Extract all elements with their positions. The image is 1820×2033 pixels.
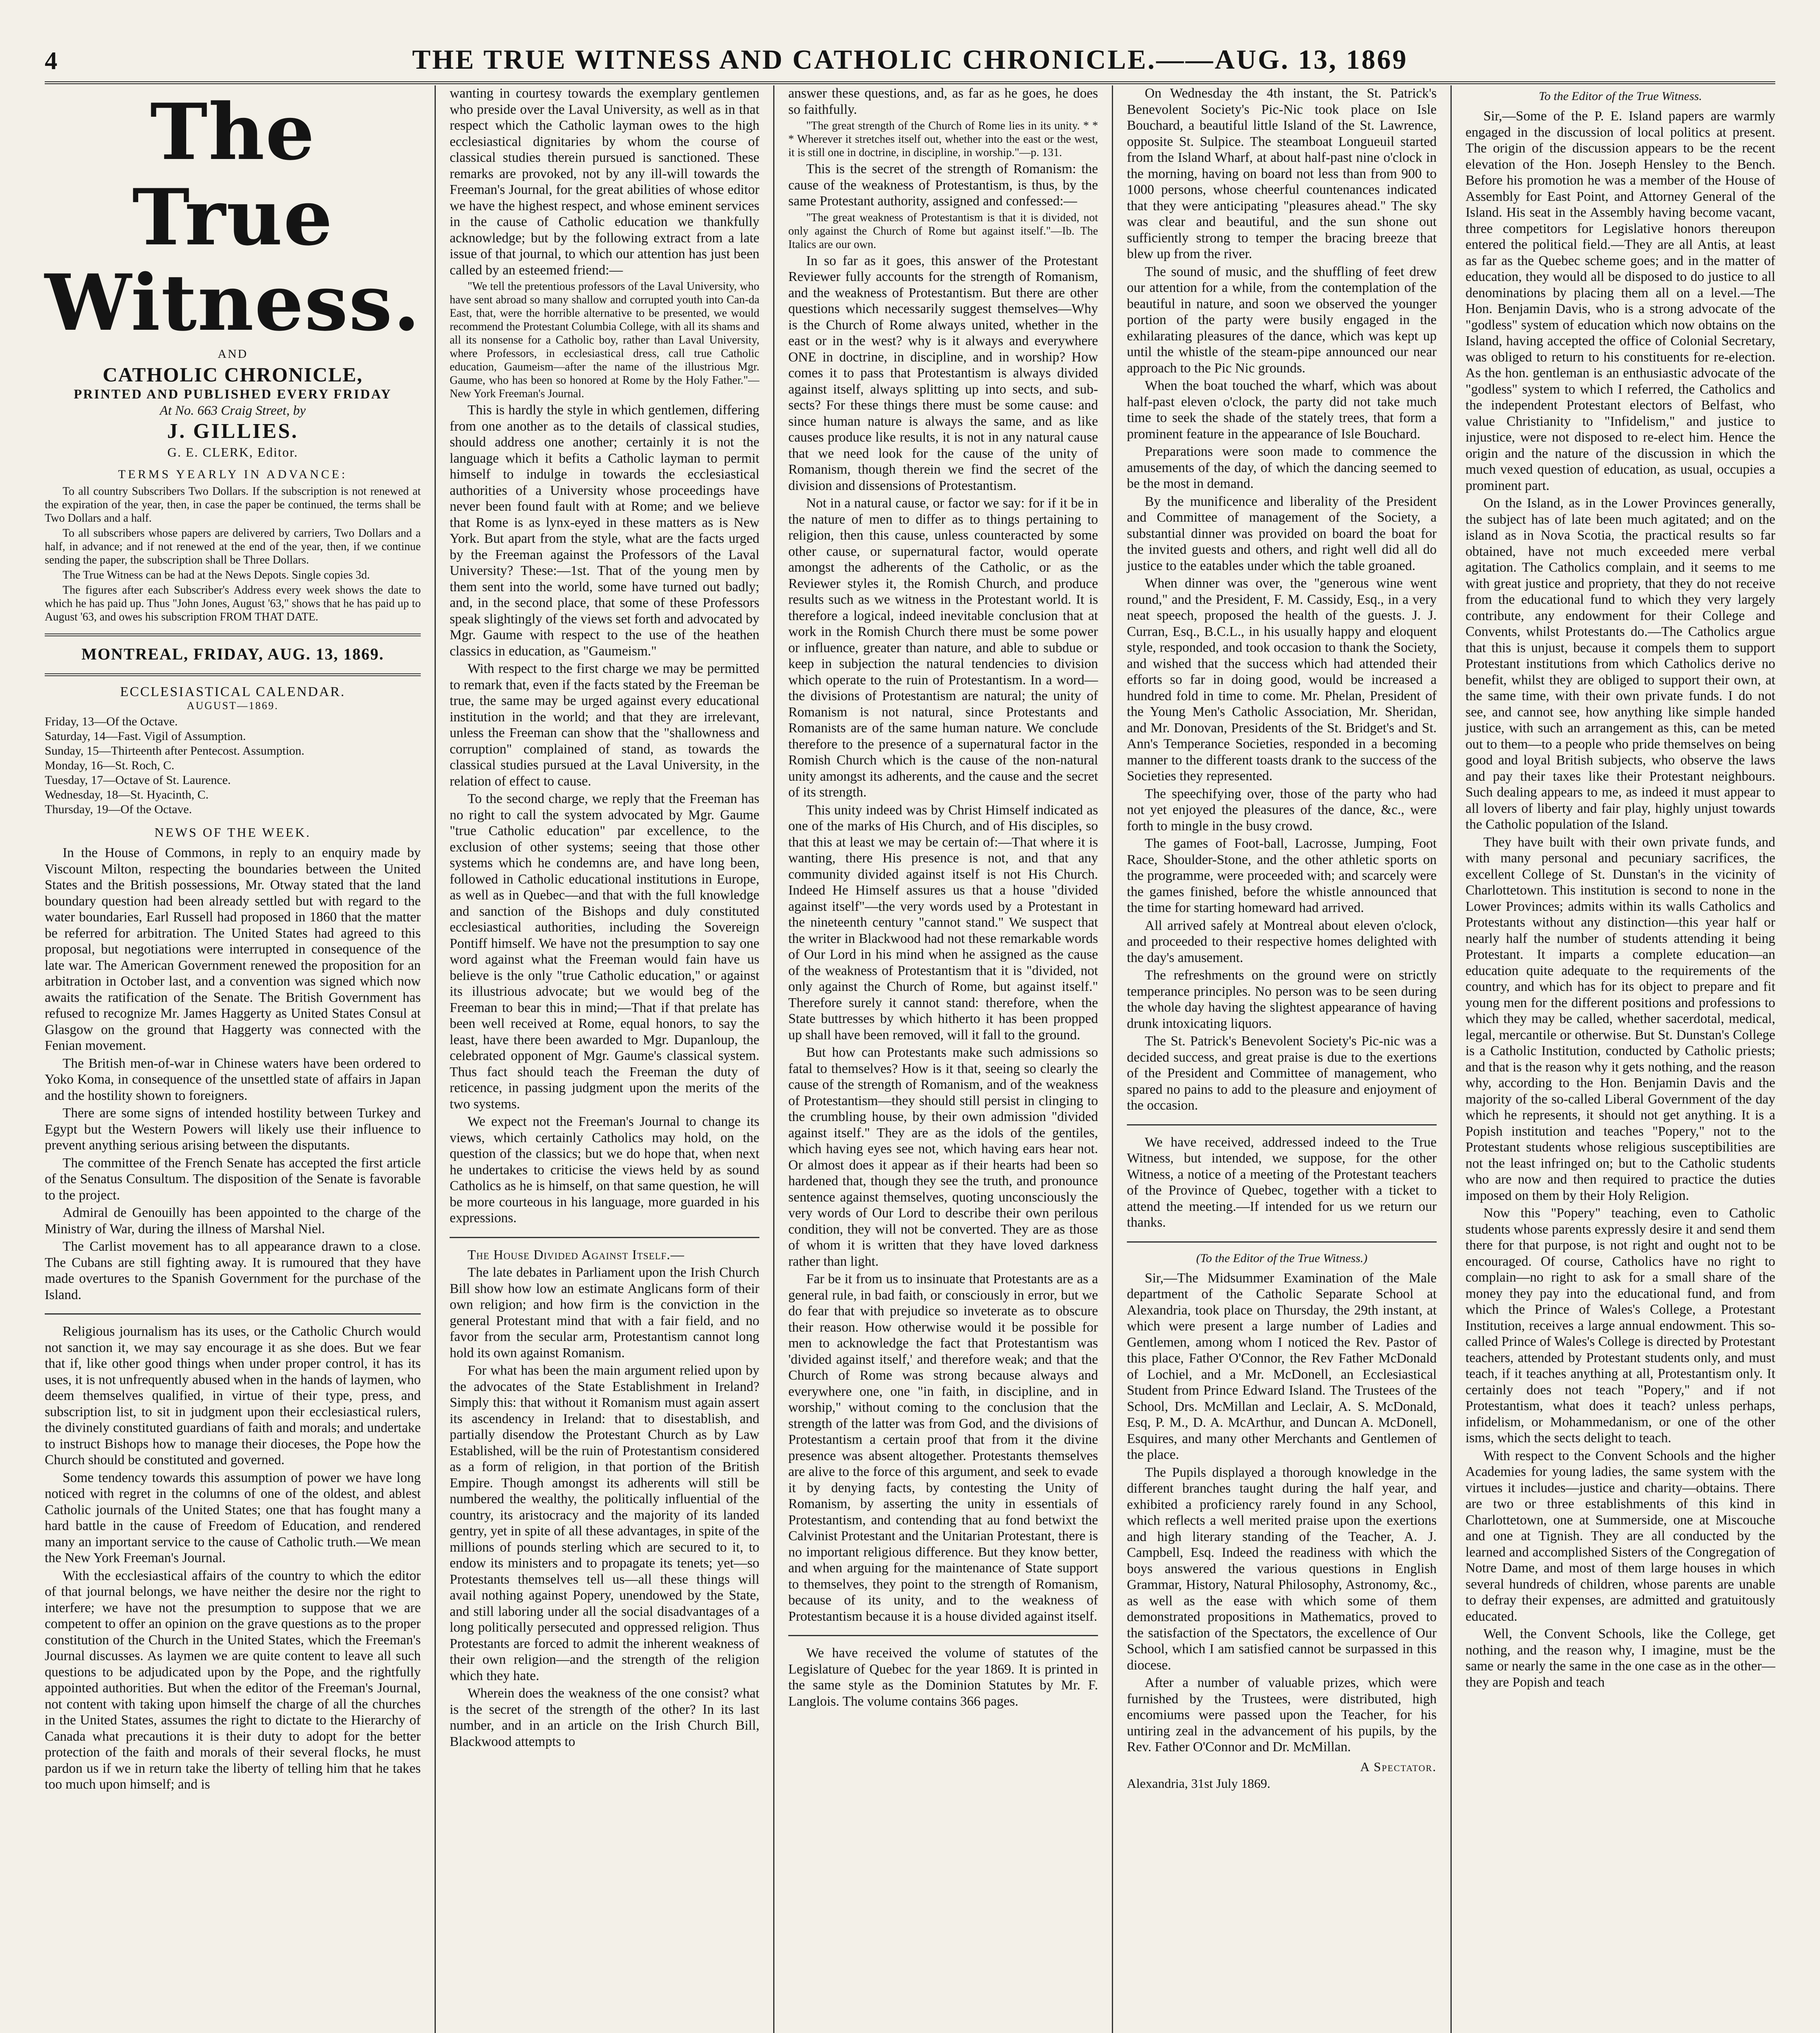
terms-item: The True Witness can be had at the News Depots. Single copies 3d. <box>63 569 370 581</box>
divider <box>45 1313 421 1315</box>
masthead-subtitle: CATHOLIC CHRONICLE, <box>102 363 363 386</box>
article-paragraph: answer these questions, and, as far as he goes, he does so faithfully. <box>788 86 1098 117</box>
news-paragraph: There are some signs of intended hostility between Turkey and Egypt but the Western Powers will likely use their influence to prevent anything serious arising between the disputants. <box>45 1106 421 1153</box>
article-paragraph: When dinner was over, the "generous wine went round," and the President, F. M. Cassidy, Esq., in a very neat speech, proposed the health of the guests. J. J. Curran, Esq., B.C.L., in his usually happy and eloquent style, responded, and took occasion to thank the Society, and wished that the success which had attended their efforts so far in doing good, would be increased a hundred fold in time to come. Mr. Phelan, President of the Young Men's Catholic Association, Mr. Sheridan, and Mr. Donovan, Presidents of the St. Bridget's and St. Ann's Temperance Societies, responded in a becoming manner to the different toasts drank to the success of the Societies they represented. <box>1127 576 1437 784</box>
article-paragraph: For what has been the main argument relied upon by the advocates of the State Establishment in Ireland? Simply this: that without it Romanism must again assert its ascendency in Ireland: that to disestablish, and partially disendow the Protestant Church as by Law Established, will be the ruin of Protestantism considered as a form of religion, in that portion of the British Empire. Though amongst its adherents will still be numbered the wealthy, the politically influential of the country, its aristocracy and the majority of its landed gentry, yet in spite of all these advantages, in spite of the millions of pounds sterling which are secured to it, to endow its ministers and to propagate its tenets; yet—so Protestants themselves tell us—all these things will avail nothing against Popery, unendowed by the State, and still laboring under all the social disadvantages of a long politically persecuted and oppressed religion. Thus Protestants are forced to admit the inherent weakness of their own religion—and the strength of the religion which they hate. <box>450 1363 760 1683</box>
article-paragraph: With respect to the first charge we may be permitted to remark that, even if the facts stated by the Freeman be true, the same may be urged against every educational institution in the world; and that they are irrelevant, unless the Freeman can show that the "shallowness and corruption" complained of stand, as towards the classical studies pursued at the Laval University, in the relation of effect to cause. <box>450 661 760 789</box>
notice-paragraph: We have received the volume of statutes of the Legislature of Quebec for the year 1869. It is printed in the same style as the Dominion Statutes by Mr. F. Langlois. The volume contains 366 pages. <box>788 1646 1098 1709</box>
divider <box>45 633 421 636</box>
letter-paragraph: Sir,—Some of the P. E. Island papers are warmly engaged in the discussion of local politics at present. The origin of the discussion appears to be the recent elevation of the Hon. Joseph Hensley to the Bench. Before his promotion he was a member of the House of Assembly for East Point, and Attorney General of the Island. His seat in the Assembly having become vacant, three competitors for Legislative honors thereupon entered the political field.—They are all Antis, at least as far as the Quebec scheme goes; and in the matter of education, they would all be disposed to do justice to all denominations by placing them all on a level.—The Hon. Benjamin Davis, who is a strong advocate of the "godless" system of education which now obtains on the Island, having accepted the office of Colonial Secretary, was obliged to return to his constituents for re-election. As the hon. gentleman is an enthusiastic advocate of the "godless" system to which I referred, the Catholics and the independent Protestant electors of Belfast, who value Christianity to "Infidelism," and justice to injustice, were not disposed to re-elect him. Hence the origin and the nature of the discussion in which the much vexed question of education, as usual, occupies a prominent part. <box>1466 109 1776 493</box>
column-5 <box>1450 85 1775 2033</box>
article-paragraph: The refreshments on the ground were on strictly temperance principles. No person was to be seen during the whole day having the slightest appearance of having drunk intoxicating liquors. <box>1127 968 1437 1031</box>
divider <box>788 1635 1098 1636</box>
letter-heading: (To the Editor of the True Witness.) <box>1196 1251 1368 1265</box>
article-quote: "The great strength of the Church of Rome lies in its unity. * * * Wherever it stretches itself out, whether into the east or the west, it is still one in doctrine, in discipline, in worship."—p. 131. <box>788 120 1098 159</box>
masthead-editor: G. E. CLERK, Editor. <box>167 445 298 459</box>
calendar-item: Tuesday, 17—Octave of St. Laurence. <box>45 773 231 787</box>
terms-item: To all subscribers whose papers are delivered by carriers, Two Dollars and a half, in advance; and if not renewed at the end of the year, then, if we continue sending the paper, the subscription shall be Three Dollars. <box>45 527 421 566</box>
divider <box>1127 1241 1437 1243</box>
calendar-item: Wednesday, 18—St. Hyacinth, C. <box>45 788 209 801</box>
article-paragraph: The late debates in Parliament upon the Irish Church Bill show how low an estimate Anglicans form of their own religion; and how firm is the conviction in the general Protestant mind that with a fair field, and no favor from the secular arm, Protestantism cannot long hold its own against Romanism. <box>450 1265 760 1360</box>
article-paragraph: The games of Foot-ball, Lacrosse, Jumping, Foot Race, Shoulder-Stone, and the other athletic sports on the programme, were proceeded with; and scarcely were the games finished, before the whistle announced that the time for starting homeward had arrived. <box>1127 836 1437 915</box>
essay-paragraph: With the ecclesiastical affairs of the country to which the editor of that journal belongs, we have neither the desire nor the right to interfere; we have not the presumption to suppose that we are competent to offer an opinion on the grave questions as to the proper constitution of the Church in the United States, which the Freeman's Journal discusses. As laymen we are quite content to leave all such questions to be adjudicated upon by the Pope, and the rightfully appointed authorities. But when the editor of the Freeman's Journal, not content with taking upon himself the charge of all the churches in the United States, assumes the right to dictate to the Hierarchy of Canada what precautions it is their duty to adopt for the better protection of the faith and morals of their several flocks, he must pardon us if we in return take the liberty of telling him that he takes too much upon himself; and is <box>45 1568 421 1792</box>
letter-paragraph: Sir,—The Midsummer Examination of the Male department of the Catholic Separate School at Alexandria, took place on Thursday, the 29th instant, at which were present a large number of Ladies and Gentlemen, among whom I noticed the Rev. Pastor of this place, Father O'Connor, the Rev Father McDonald of Lochiel, and a Mr. McDonell, an Ecclesiastical Student from Prince Edward Island. The Trustees of the School, Drs. McMillan and Leclair, A. S. McDonald, Esq, P. M., D. A. McArthur, and Duncan A. McDonell, Esquires, and many other Merchants and Gentlemen of the place. <box>1127 1270 1437 1462</box>
article-paragraph: This is hardly the style in which gentlemen, differing from one another as to the details of classical studies, should address one another; certainly it is not the language which it befits a Catholic layman to permit himself to indulge in towards the ecclesiastical authorities of a University whose proceedings have never been found fault with at Rome; and we believe that Rome is as lynx-eyed in these matters as is New York. But apart from the style, what are the facts urged by the Freeman against the Professors of the Laval University? These:—1st. That of the young men by them sent into the world, some have turned out badly; and, in the second place, that some of these Professors speak slightingly of the views set forth and advocated by Mgr. Gaume with respect to the use of the heathen classics in education, as "Gaumeism." <box>450 403 760 659</box>
news-paragraph: In the House of Commons, in reply to an enquiry made by Viscount Milton, respecting the boundaries between the United States and the British possessions, Mr. Otway stated that the land boundary question had been already settled but with regard to the water boundaries, Earl Russell had proposed in 1860 that the matter be referred for arbitration. The United States had agreed to this proposal, but negotiations were interrupted in consequence of the late war. The American Government renewed the proposition for an arbitration in October last, and a convention was signed which now awaits the ratification of the Senate. The British Government has refused to recognize Mr. James Haggerty as United States Consul at Glasgow on the ground that Haggerty was connected with the Fenian movement. <box>45 845 421 1053</box>
terms-item: To all country Subscribers Two Dollars. If the subscription is not renewed at the expiration of the year, then, in case the paper be continued, the terms shall be Two Dollars and a half. <box>45 485 421 525</box>
masthead-address: At No. 663 Craig Street, by <box>160 403 306 418</box>
running-title: THE TRUE WITNESS AND CATHOLIC CHRONICLE.——AUG. 13, 1869 <box>412 44 1408 75</box>
columns <box>45 85 1775 2033</box>
column-2 <box>435 85 773 2033</box>
article-paragraph: This unity indeed was by Christ Himself indicated as one of the marks of His Church, and of His disciples, so that this at least we may be certain of:—That where it is wanting, there His presence is not, and that any community divided against itself is not His Church. Indeed He Himself assures us that a house "divided against itself"—the very words used by a Protestant in the nineteenth century "cannot stand." We suspect that the writer in Blackwood had not these remarkable words of Our Lord in his mind when he assigned as the cause of the weakness of Protestantism that it is "divided, not only against the Church of Rome, but against itself." Therefore surely it cannot stand: therefore, when the State buttresses by which hitherto it has been propped up shall have been removed, will it fall to the ground. <box>788 802 1098 1043</box>
calendar-item: Sunday, 15—Thirteenth after Pentecost. Assumption. <box>45 744 304 757</box>
article-paragraph: Preparations were soon made to commence the amusements of the day, of which the dancing seemed to be the most in demand. <box>1127 444 1437 491</box>
masthead-title: The True Witness. <box>45 87 421 348</box>
terms-title: TERMS YEARLY IN ADVANCE: <box>118 468 348 481</box>
dateline: MONTREAL, FRIDAY, AUG. 13, 1869. <box>81 645 384 663</box>
article-paragraph: In so far as it goes, this answer of the Protestant Reviewer fully accounts for the strength of Romanism, and the weakness of Protestantism. But there are other questions which necessarily suggest themselves—Why is the Church of Rome always united, whether in the east or in the west? why is it always and everywhere ONE in doctrine, in discipline, and in worship? How comes it to pass that Protestantism is always divided against itself, always splitting up into sects, and sub-sects? For these things there must be some cause: and since human nature is always the same, and as like causes produce like results, it is not in any natural cause that we need look for the cause of the unity of Romanism, though therein we find the secret of the division and dissensions of Protestantism. <box>788 253 1098 493</box>
essay-paragraph: Some tendency towards this assumption of power we have long noticed with regret in the columns of one of the oldest, and ablest Catholic journals of the United States; one that has fought many a hard battle in the cause of Freedom of Education, and rendered many an important service to the cause of Catholic truth.—We mean the New York Freeman's Journal. <box>45 1470 421 1565</box>
divider <box>45 673 421 676</box>
article-quote: "We tell the pretentious professors of the Laval University, who have sent abroad so many shallow and corrupted youth into Can-da East, that, were the horrible alternative to be presented, we would recommend the Protestant Columbia College, with all its shams and all its nonsense for a Catholic boy, rather than Laval University, where Professors, in ecclesiastical dress, call true Catholic education, Gaumeism—after the name of the illustrious Mgr. Gaume, who has been so honored at Rome by the Holy Father."—New York Freeman's Journal. <box>450 280 760 400</box>
masthead-published: PRINTED AND PUBLISHED EVERY FRIDAY <box>74 387 392 402</box>
letter-paragraph: With respect to the Convent Schools and the higher Academies for young ladies, the same system with the virtues it includes—justice and charity—obtains. There are two or three establishments of this kind in Charlottetown, one at Summerside, one at Miscouche and one at Tignish. They are all conducted by the learned and accomplished Sisters of the Congregation of Notre Dame, and most of them large houses in which several hundreds of children, whose parents are unable to defray their expenses, are admitted and gratuitously educated. <box>1466 1448 1776 1624</box>
calendar-title: ECCLESIASTICAL CALENDAR. <box>120 684 346 699</box>
article-paragraph: This is the secret of the strength of Romanism: the cause of the weakness of Protestantism, is thus, by the same Protestant authority, assigned and confessed:— <box>788 161 1098 209</box>
article-paragraph: The St. Patrick's Benevolent Society's Pic-nic was a decided success, and great praise is due to the exertions of the President and Committee of management, who spared no pains to add to the pleasure and enjoyment of the occasion. <box>1127 1034 1437 1113</box>
column-4 <box>1112 85 1450 2033</box>
article-paragraph: Not in a natural cause, or factor we say: for if it be in the nature of men to differ as to things pertaining to religion, then this cause, unless counteracted by some other cause, or supernatural factor, would operate amongst the adherents of the Catholic, or as the Reviewer styles it, the Romish Church, and produce results such as we witness in the Protestant world. It is therefore a logical, indeed inevitable conclusion that at work in the Romish Church there must be some power or influence, greater than nature, and able to subdue or keep in subjection the natural tendencies to division which operate to the ruin of Protestantism. In a word—the divisions of Protestantism are natural; the unity of Romanism is not natural, since Protestants and Romanists are of the same human nature. We conclude therefore to the presence of a supernatural factor in the Romish Church which is the cause of the non-natural unity amongst its adherents, and the cause and the secret of its strength. <box>788 496 1098 800</box>
news-paragraph: The British men-of-war in Chinese waters have been ordered to Yoko Koma, in consequence of the unsettled state of affairs in Japan and the hostility shown to foreigners. <box>45 1056 421 1103</box>
masthead-and: AND <box>217 347 248 361</box>
masthead-publisher: J. GILLIES. <box>167 420 298 443</box>
news-paragraph: The Carlist movement has to all appearance drawn to a close. The Cubans are still fighting away. It is rumoured that they have made overtures to the Spanish Government for the purchase of the Island. <box>45 1239 421 1302</box>
article-paragraph: By the munificence and liberality of the President and Committee of management of the Society, a substantial dinner was provided on board the boat for the invited guests and others, and right well did all do justice to the eatables under which the table groaned. <box>1127 494 1437 573</box>
article-paragraph: On Wednesday the 4th instant, the St. Patrick's Benevolent Society's Pic-Nic took place on Isle Bouchard, a beautiful little Island of the St. Lawrence, opposite St. Sulpice. The steamboat Longueuil started from the Island Wharf, at about half-past nine o'clock in the morning, having on board not less than from 900 to 1000 persons, whose cheerful countenances indicated that they were anticipating "pleasures ahead." The sky was clear and beautiful, and the sun shone out sufficiently strong to temper the bracing breeze that blew up from the river. <box>1127 86 1437 261</box>
news-paragraph: Admiral de Genouilly has been appointed to the charge of the Ministry of War, during the illness of Marshal Niel. <box>45 1205 421 1236</box>
calendar-item: Monday, 16—St. Roch, C. <box>45 759 174 772</box>
column-3 <box>773 85 1112 2033</box>
article-paragraph: But how can Protestants make such admissions so fatal to themselves? How is it that, seeing so clearly the cause of the strength of Romanism, and of the weakness of Protestantism—they should still persist in clinging to the crumbling house, by their own admission "divided against itself." They are as the idols of the gentiles, which having eyes see not, which having ears hear not. Or almost does it appear as if their hearts had been so hardened that, though they see the truth, and pronounce sentence against themselves, quoting unconsciously the very words of Our Lord to describe their own perilous condition, they will not be converted. They are as those of whom it is written that they have loved darkness rather than light. <box>788 1045 1098 1269</box>
article-paragraph: When the boat touched the wharf, which was about half-past eleven o'clock, the party did not take much time to seek the shade of the stately trees, that form a prominent feature in the appearance of Isle Bouchard. <box>1127 378 1437 442</box>
divider <box>450 1237 759 1238</box>
article-paragraph: All arrived safely at Montreal about eleven o'clock, and proceeded to their respective homes delighted with the day's amusement. <box>1127 918 1437 965</box>
news-title: NEWS OF THE WEEK. <box>154 825 311 840</box>
page-number: 4 <box>45 47 57 75</box>
header-spacer <box>1613 76 1775 81</box>
calendar-item: Friday, 13—Of the Octave. <box>45 715 178 728</box>
calendar-item: Saturday, 14—Fast. Vigil of Assumption. <box>45 729 246 743</box>
page-header <box>45 28 1775 84</box>
letter-paragraph: Well, the Convent Schools, like the College, get nothing, and the reason why, I imagine, must be the same or nearly the same in the one case as in the other—they are Popish and teach <box>1466 1626 1776 1690</box>
column-1 <box>45 85 435 2033</box>
terms-item: The figures after each Subscriber's Address every week shows the date to which he has paid up. Thus "John Jones, August '63," shows that he has paid up to August '63, and owes his subscription FROM THAT DATE. <box>45 584 421 623</box>
divider <box>1127 1124 1437 1125</box>
article-paragraph: Wherein does the weakness of the one consist? what is the secret of the strength of the other? In its last number, and in an article on the Irish Church Bill, Blackwood attempts to <box>450 1686 760 1749</box>
letter-signature: A Spectator. <box>1360 1759 1437 1774</box>
article-paragraph: To the second charge, we reply that the Freeman has no right to call the system advocated by Mgr. Gaume "true Catholic education" par excellence, to the exclusion of other systems; seeing that those other systems which he condemns are, and have long been, followed in Catholic educational institutions in Europe, as well as in Quebec—and that with the full knowledge and sanction of the Bishops and duly constituted ecclesiastical authorities, including the Sovereign Pontiff himself. We have not the presumption to say one word against what the Freeman would fain have us believe is the only "true Catholic education," or against its illustrious advocate; but we would beg of the Freeman to bear this in mind;—That if that prelate has been well received at Rome, equal honors, to say the least, have there been awarded to Mgr. Dupanloup, the celebrated opponent of Mgr. Gaume's classical system. Thus fact should teach the Freeman the duty of reticence, in passing judgment upon the merits of the two systems. <box>450 791 760 1112</box>
article-paragraph: wanting in courtesy towards the exemplary gentlemen who preside over the Laval University, as well as in that respect which the Catholic layman owes to the high ecclesiastical dignitaries by whom the course of classical studies therein pursued is sanctioned. These remarks are provoked, not by any ill-will towards the Freeman's Journal, for the great abilities of whose editor we have the highest respect, and whose eminent services in the cause of Catholic education we thankfully acknowledge; but by the following extract from a late issue of that journal, to which our attention has just been called by an esteemed friend:— <box>450 86 760 278</box>
news-paragraph: The committee of the French Senate has accepted the first article of the Senatus Consultum. The disposition of the Senate is favorable to the project. <box>45 1155 421 1203</box>
essay-paragraph: Religious journalism has its uses, or the Catholic Church would not sanction it, we may say encourage it as she does. But we fear that if, like other good things when under proper control, it has its uses, it is not unfrequently abused when in the hands of laymen, who deem themselves qualified, in virtue of their type, press, and subscription list, to sit in judgment upon their ecclesiastical rulers, the divinely constituted guardians of faith and morals; and undertake to instruct Bishops how to manage their dioceses, the Pope how the Church should be constituted and governed. <box>45 1324 421 1467</box>
calendar-item: Thursday, 19—Of the Octave. <box>45 803 192 816</box>
letter-paragraph: Now this "Popery" teaching, even to Catholic students whose parents expressly desire it and send them there for that purpose, is not right and ought not to be encouraged. Of course, Catholics have no right to complain—no right to ask for a small share of the money they pay into the educational fund, and from which the Prince of Wales's College, a Protestant Institution, receives a large annual endowment. This so-called Prince of Wales's College is directed by Protestant teachers, attended by Protestant students only, and must teach, if it teaches anything at all, Protestantism only. It certainly does not teach "Popery," and if not Protestantism, what does it teach? unless perhaps, infidelism, or Mohammedanism, or one of the other isms, which the sects delight to teach. <box>1466 1206 1776 1445</box>
notice-paragraph: We have received, addressed indeed to the True Witness, but intended, we suppose, for the other Witness, a notice of a meeting of the Protestant teachers of the Province of Quebec, together with a ticket to attend the meeting.—If intended for us we return our thanks. <box>1127 1134 1437 1230</box>
article-paragraph: Far be it from us to insinuate that Protestants are as a general rule, in bad faith, or consciously in error, but we do fear that with prejudice so inveterate as to obscure their reason. How otherwise would it be possible for men to acknowledge the fact that Protestantism was 'divided against itself,' and therefore weak; and that the Church of Rome was strong because always and everywhere one, one "in faith, in discipline, and in worship," without coming to the conclusion that the strength of the latter was from God, and the divisions of Protestantism a certain proof that from it the divine presence was absent altogether. Protestants themselves are alive to the force of this argument, and seek to evade it by denying facts, by contesting the Unity of Romanism, by asserting the unity in essentials of Protestantism, and contending that au fond betwixt the Calvinist Protestant and the Unitarian Protestant, there is no important religious difference. But they know better, and when arguing for the maintenance of State support to themselves, they point to the strength of Romanism, because of its unity, and to the weakness of Protestantism because it is a house divided against itself. <box>788 1271 1098 1624</box>
letter-paragraph: The Pupils displayed a thorough knowledge in the different branches taught during the half year, and exhibited a proficiency rarely found in any School, which reflects a well merited praise upon the exertions and high literary standing of the Teacher, A. J. Campbell, Esq. Indeed the readiness with which the boys answered the various questions in English Grammar, History, Natural Philosophy, Astronomy, &c., as well as the ease with which some of them demonstrated propositions in Mathematics, proved to the satisfaction of the Spectators, the excellence of Our School, which I am satisfied cannot be surpassed in this diocese. <box>1127 1465 1437 1673</box>
article-paragraph: The sound of music, and the shuffling of feet drew our attention for a while, from the contemplation of the beautiful in nature, and soon we observed the younger portion of the party were busily engaged in the exhilarating pleasures of the dance, which was kept up until the whistle of the steam-pipe announced our near approach to the Pic Nic grounds. <box>1127 264 1437 376</box>
article-paragraph: The speechifying over, those of the party who had not yet enjoyed the pleasures of the dance, &c., were forth to mingle in the busy crowd. <box>1127 786 1437 834</box>
article-paragraph: We expect not the Freeman's Journal to change its views, which certainly Catholics may hold, on the question of the classics; but we do hope that, when next he undertakes to criticise the views held by as sound Catholics as he is himself, on that same question, he will be more courteous in his language, more guarded in his expressions. <box>450 1114 760 1225</box>
letter-paragraph: On the Island, as in the Lower Provinces generally, the subject has of late been much agitated; and on the island as in Nova Scotia, the practical results so far obtained, have not much exceeded mere verbal agitation. The Catholics complain, and it seems to me with great justice and propriety, that they do not receive from the educational fund to which they very largely contribute, any endowment for their College and Convents, whilst Protestants do.—The Catholics argue that this is unjust, because it compels them to support Protestant institutions from which Catholics derive no benefit, whilst they are obliged to support their own, at the same time, with their own private funds. I do not see, and cannot see, how anything like simple handed justice, with such an arrangement as this, can be meted out to them—to a people who pride themselves on being good and loyal British subjects, who observe the laws and pay their taxes like their Protestant neighbours. Such dealing appears to me, as indeed it must appear to all lovers of liberty and fair play, highly unjust towards the Catholic population of the Island. <box>1466 496 1776 832</box>
letter-heading: To the Editor of the True Witness. <box>1539 89 1702 103</box>
letter-paragraph: After a number of valuable prizes, which were furnished by the Trustees, were distributed, high encomiums were passed upon the Teacher, for his untiring zeal in the advancement of his pupils, by the Rev. Father O'Connor and Dr. McMillan. <box>1127 1675 1437 1754</box>
letter-paragraph: They have built with their own private funds, and with many personal and pecuniary sacrifices, the excellent College of St. Dunstan's in the vicinity of Charlottetown. This institution is second to none in the Lower Provinces; admits within its walls Catholics and Protestants without any distinction—this year half or nearly half the number of students attending it being Protestant. It imparts a complete education—an education quite adequate to the requirements of the country, and which has for its object to prepare and fit young men for the different positions and professions to which they may be called, whether sacerdotal, medical, legal, mercantile or otherwise. But St. Dunstan's College is a Catholic Institution, conducted by Catholic priests; and that is the reason why it gets nothing, and the reason why, according to the Hon. Benjamin Davis and the majority of the so-called Liberal Government of the day which he represents, it should not get anything. It is a Popish institution and teaches "Popery," not to the Protestant students whose religious susceptibilities are not the least infringed on; but to the Catholic students who are now and then required to practice the duties imposed on them by their Holy Religion. <box>1466 834 1776 1203</box>
article-quote: "The great weakness of Protestantism is that it is divided, not only against the Church of Rome but against itself."—Ib. The Italics are our own. <box>788 211 1098 251</box>
calendar-month: AUGUST—1869. <box>187 700 279 712</box>
article-heading: The House Divided Against Itself.— <box>468 1247 685 1262</box>
letter-place-date: Alexandria, 31st July 1869. <box>1127 1776 1270 1791</box>
